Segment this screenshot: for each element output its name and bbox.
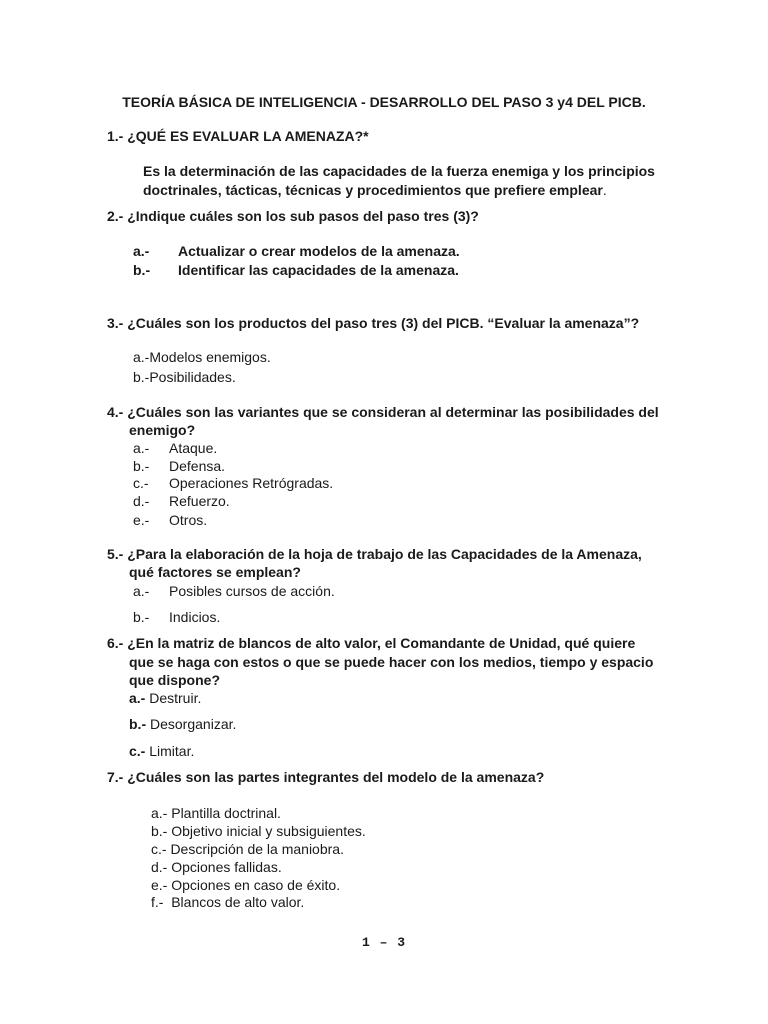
q6-item-b-row <box>129 715 236 733</box>
q5-marker-b: b.- <box>133 609 150 625</box>
question-4-line2: enemigo? <box>129 422 196 438</box>
question-7: 7.- ¿Cuáles son las partes integrantes del modelo de la amenaza? <box>107 769 545 785</box>
q4-marker-c: c.- <box>133 475 149 491</box>
q6-item-b: Desorganizar. <box>150 716 237 732</box>
answer-1-line1: Es la determinación de las capacidades de la fuerza enemiga y los principios <box>143 163 655 179</box>
q3-item-b: b.-Posibilidades. <box>133 369 236 385</box>
answer-1-line2 <box>143 181 607 199</box>
q7-item-b: b.- Objetivo inicial y subsiguientes. <box>151 823 366 839</box>
q7-item-f: f.- Blancos de alto valor. <box>151 894 305 910</box>
q2-item-b: Identificar las capacidades de la amenaza. <box>178 262 459 278</box>
question-5-line2: qué factores se emplean? <box>129 564 301 580</box>
q7-item-c: c.- Descripción de la maniobra. <box>151 841 344 857</box>
q4-item-a: Ataque. <box>169 440 218 456</box>
q4-marker-d: d.- <box>133 493 150 509</box>
q6-item-a: Destruir. <box>149 690 202 706</box>
q4-item-c: Operaciones Retrógradas. <box>169 475 334 491</box>
q2-marker-b: b.- <box>133 262 151 278</box>
q6-item-a-row <box>129 689 201 707</box>
question-3: 3.- ¿Cuáles son los productos del paso tres (3) del PICB. “Evaluar la amenaza”? <box>107 315 640 331</box>
q4-item-b: Defensa. <box>169 458 226 474</box>
question-6-line1: 6.- ¿En la matriz de blancos de alto valor, el Comandante de Unidad, qué quiere <box>107 635 636 651</box>
question-4-line1: 4.- ¿Cuáles son las variantes que se consideran al determinar las posibilidades del <box>107 404 659 420</box>
q7-item-e: e.- Opciones en caso de éxito. <box>151 877 341 893</box>
answer-1-line2-period: . <box>602 182 607 198</box>
answer-1-line2-text: doctrinales, tácticas, técnicas y procedimientos que prefiere emplear <box>143 182 603 198</box>
q5-item-a: Posibles cursos de acción. <box>169 583 335 599</box>
q5-marker-a: a.- <box>133 583 150 599</box>
q6-item-c-row <box>129 742 194 760</box>
question-2: 2.- ¿Indique cuáles son los sub pasos del paso tres (3)? <box>107 208 479 224</box>
page-number: 1 – 3 <box>361 935 406 950</box>
q2-item-a: Actualizar o crear modelos de la amenaza. <box>178 243 460 259</box>
question-6-line3: que dispone? <box>129 672 220 688</box>
q4-item-d: Refuerzo. <box>169 493 230 509</box>
q4-marker-b: b.- <box>133 458 150 474</box>
q3-item-a: a.-Modelos enemigos. <box>133 349 271 365</box>
q7-item-d: d.- Opciones fallidas. <box>151 859 282 875</box>
q6-marker-a: a.- <box>129 690 146 706</box>
document-title: TEORÍA BÁSICA DE INTELIGENCIA - DESARROLLO DEL PASO 3 y4 DEL PICB. <box>122 94 646 110</box>
q4-item-e: Otros. <box>169 512 208 528</box>
q6-marker-c: c.- <box>129 743 146 759</box>
q6-item-c: Limitar. <box>149 743 195 759</box>
q6-marker-b: b.- <box>129 716 147 732</box>
question-1: 1.- ¿QUÉ ES EVALUAR LA AMENAZA?* <box>107 128 369 144</box>
q4-marker-a: a.- <box>133 440 150 456</box>
q7-item-a: a.- Plantilla doctrinal. <box>151 805 281 821</box>
question-6-line2: que se haga con estos o que se puede hacer con los medios, tiempo y espacio <box>129 654 654 670</box>
q4-marker-e: e.- <box>133 512 150 528</box>
q5-item-b: Indicios. <box>169 609 221 625</box>
q2-marker-a: a.- <box>133 243 150 259</box>
question-5-line1: 5.- ¿Para la elaboración de la hoja de trabajo de las Capacidades de la Amenaza, <box>107 546 642 562</box>
